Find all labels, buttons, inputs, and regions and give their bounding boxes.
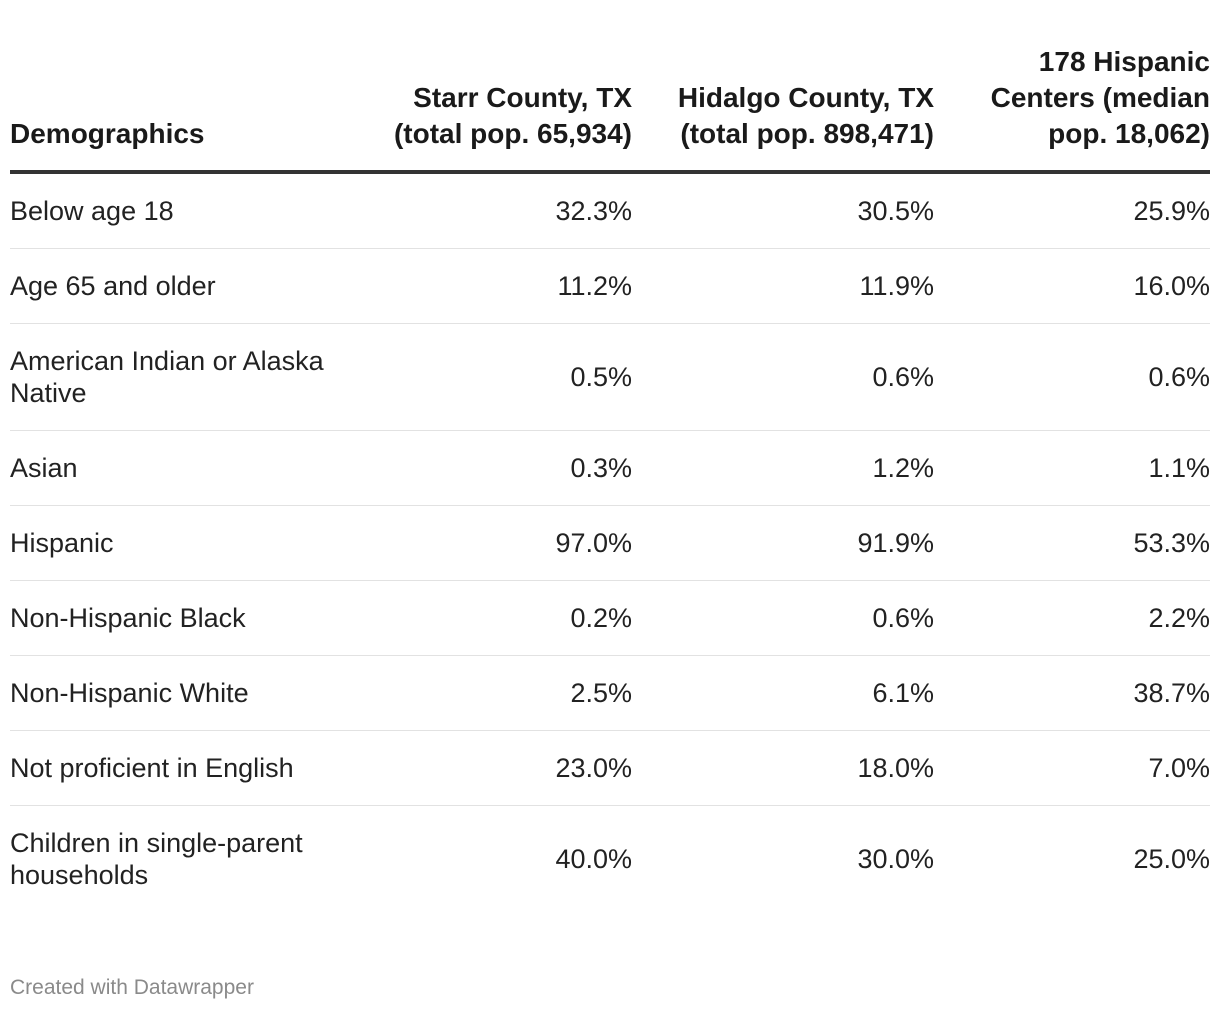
cell-starr-county: 2.5% [380,656,632,731]
row-label: Children in single-parent households [10,828,303,890]
cell-hispanic-centers: 0.6% [934,324,1210,431]
cell-hidalgo-county: 91.9% [632,506,934,581]
cell-hispanic-centers: 25.9% [934,172,1210,249]
row-label: Not proficient in English [10,731,380,806]
cell-hidalgo-county: 30.0% [857,844,934,874]
datawrapper-credit-link[interactable]: Created with Datawrapper [10,976,254,999]
cell-hispanic-centers: 7.0% [934,731,1210,806]
cell-hispanic-centers: 53.3% [934,506,1210,581]
cell-hidalgo-county: 30.5% [632,172,934,249]
row-label: Hispanic [10,506,380,581]
row-label: Below age 18 [10,172,380,249]
table-row [10,506,1210,581]
table-row [10,581,1210,656]
table-header-row [10,44,1210,172]
cell-hidalgo-county: 1.2% [632,431,934,506]
table-row [10,656,1210,731]
row-label: Non-Hispanic White [10,656,380,731]
table-row [10,806,1210,913]
cell-starr-county: 40.0% [555,844,632,874]
column-header-hidalgo-county: Hidalgo County, TX (total pop. 898,471) [632,44,934,172]
cell-hispanic-centers: 1.1% [934,431,1210,506]
column-header-hispanic-centers: 178 Hispanic Centers (median pop. 18,062) [934,44,1210,172]
row-label: Non-Hispanic Black [10,581,380,656]
cell-hispanic-centers: 2.2% [934,581,1210,656]
demographics-table-container [10,44,1210,912]
column-header-starr-county: Starr County, TX (total pop. 65,934) [380,44,632,172]
table-row [10,324,1210,431]
table-row [10,731,1210,806]
cell-starr-county: 23.0% [380,731,632,806]
cell-starr-county: 97.0% [380,506,632,581]
column-header-demographics: Demographics [10,44,380,172]
demographics-table [10,44,1210,912]
cell-hidalgo-county: 0.6% [632,581,934,656]
cell-hispanic-centers: 16.0% [934,249,1210,324]
table-row [10,431,1210,506]
row-label: Age 65 and older [10,249,380,324]
cell-starr-county: 0.2% [380,581,632,656]
cell-hidalgo-county: 11.9% [632,249,934,324]
row-label: American Indian or Alaska Native [10,324,380,431]
cell-starr-county: 0.3% [380,431,632,506]
cell-hidalgo-county: 18.0% [632,731,934,806]
cell-starr-county: 0.5% [380,324,632,431]
row-label: Asian [10,431,380,506]
cell-hispanic-centers: 38.7% [934,656,1210,731]
cell-hidalgo-county: 0.6% [632,324,934,431]
cell-hidalgo-county: 6.1% [632,656,934,731]
cell-starr-county: 11.2% [380,249,632,324]
table-row [10,249,1210,324]
cell-starr-county: 32.3% [380,172,632,249]
table-row [10,172,1210,249]
cell-hispanic-centers: 25.0% [1133,844,1210,874]
